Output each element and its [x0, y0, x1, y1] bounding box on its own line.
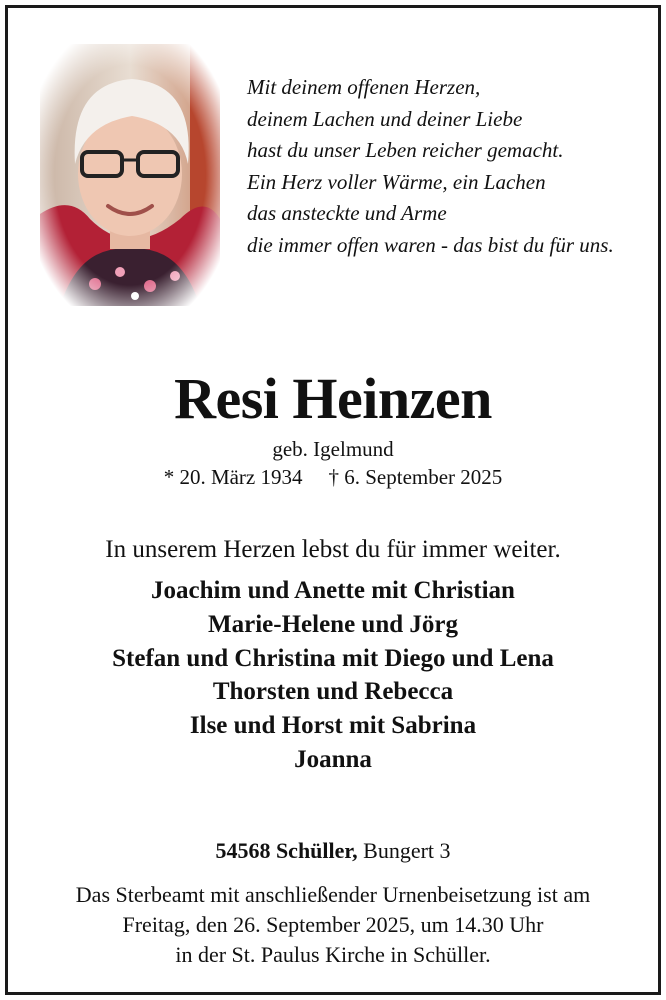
address-city: 54568 Schüller, — [215, 838, 358, 863]
service-line: Freitag, den 26. September 2025, um 14.30 Uhr — [122, 912, 544, 937]
poem-line: deinem Lachen und deiner Liebe — [247, 106, 523, 131]
mourner-line: Ilse und Horst mit Sabrina — [189, 712, 477, 740]
service-line: Das Sterbeamt mit anschließender Urnenbeisetzung ist am — [75, 882, 591, 907]
portrait-photo — [40, 44, 220, 306]
service-line: in der St. Paulus Kirche in Schüller. — [175, 942, 491, 967]
poem-line: Ein Herz voller Wärme, ein Lachen — [247, 169, 546, 194]
mourners-list — [0, 574, 666, 777]
memorial-poem — [247, 72, 647, 261]
poem-line: Mit deinem offenen Herzen, — [247, 75, 481, 99]
deceased-name: Resi Heinzen — [174, 366, 492, 431]
death-date: † 6. September 2025 — [328, 465, 503, 489]
poem-line: das ansteckte und Arme — [247, 201, 447, 225]
poem-line: hast du unser Leben reicher gemacht. — [247, 138, 564, 162]
mourner-line: Thorsten und Rebecca — [212, 678, 454, 706]
mourner-line: Joachim und Anette mit Christian — [151, 577, 515, 604]
mourner-line: Joanna — [294, 745, 372, 773]
mourning-address — [0, 836, 666, 866]
mourner-line: Marie-Helene und Jörg — [208, 610, 458, 638]
life-dates — [0, 464, 666, 490]
poem-line: die immer offen waren - das bist du für uns. — [247, 232, 614, 257]
memorial-motto: In unserem Herzen lebst du für immer weiter. — [105, 536, 561, 563]
address-street: Bungert 3 — [363, 838, 451, 863]
birth-date: * 20. März 1934 — [163, 465, 303, 489]
birth-name: geb. Igelmund — [272, 437, 394, 461]
mourner-line: Stefan und Christina mit Diego und Lena — [112, 644, 554, 672]
service-notice — [0, 880, 666, 970]
